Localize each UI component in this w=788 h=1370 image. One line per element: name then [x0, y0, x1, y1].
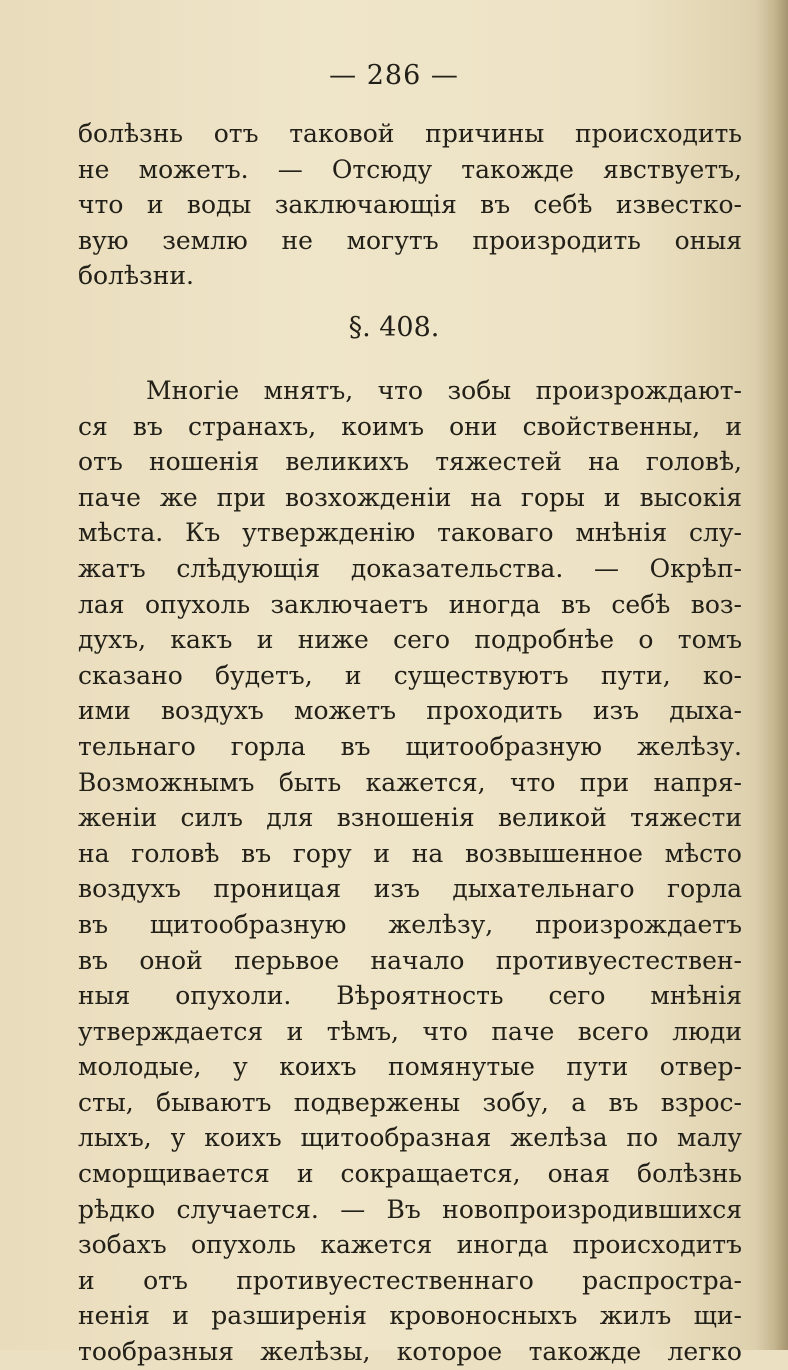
text-line: зобахъ опухоль кажется иногда происходитъ: [78, 1230, 742, 1260]
text-line: въ оной перьвое начало противуестествен-: [78, 945, 742, 975]
text-line: утверждается и тѣмъ, что паче всего люди: [78, 1016, 742, 1046]
text-line: и отъ противуестественнаго распростра-: [78, 1265, 742, 1295]
text-line: женіи силъ для взношенія великой тяжести: [78, 803, 742, 833]
text-line: Многіе мнятъ, что зобы произрождают-: [146, 376, 742, 405]
text-line: мѣста. Къ утвержденію таковаго мнѣнія слу-: [78, 518, 742, 548]
section-paragraph: [78, 373, 742, 1370]
text-line: что и воды заключающія въ себѣ известко-: [78, 190, 742, 220]
text-line: вую землю не могутъ произродить оныя: [78, 225, 742, 255]
page-number: — 286 —: [329, 60, 459, 91]
text-line: паче же при возхожденіи на горы и высокія: [78, 482, 742, 512]
text-line: на головѣ въ гору и на возвышенное мѣсто: [78, 838, 742, 868]
page-edge-shadow: [754, 0, 788, 1350]
text-line: сты, бываютъ подвержены зобу, а въ взрос-: [78, 1087, 742, 1117]
text-line: молодые, у коихъ помянутые пути отвер-: [78, 1052, 742, 1082]
text-line: Возможнымъ быть кажется, что при напря-: [78, 767, 742, 797]
text-line: сказано будетъ, и существуютъ пути, ко-: [78, 660, 742, 690]
text-line: духъ, какъ и ниже сего подробнѣе о томъ: [78, 625, 742, 655]
text-line: ненія и разширенія кровоносныхъ жилъ щи-: [78, 1301, 742, 1331]
text-line: отъ ношенія великихъ тяжестей на головѣ,: [78, 447, 742, 477]
text-line: воздухъ проницая изъ дыхательнаго горла: [78, 874, 742, 904]
text-line: лая опухоль заключаетъ иногда въ себѣ воз-: [78, 589, 742, 619]
text-line: ими воздухъ можетъ проходить изъ дыха-: [78, 696, 742, 726]
text-line: тообразныя желѣзы, которое такожде легко: [78, 1337, 742, 1367]
text-line: ныя опухоли. Вѣроятность сего мнѣнія: [78, 981, 742, 1011]
text-line: ся въ странахъ, коимъ они свойственны, и: [78, 411, 742, 441]
text-line: тельнаго горла въ щитообразную желѣзу.: [78, 731, 742, 761]
text-line: болѣзни.: [78, 261, 194, 291]
top-paragraph: [78, 116, 742, 294]
text-line: не можетъ. — Отсюду такожде явствуетъ,: [78, 154, 742, 184]
text-line: болѣзнь отъ таковой причины происходить: [78, 119, 742, 148]
text-line: рѣдко случается. — Въ новопроизродившихся: [78, 1194, 742, 1224]
text-line: сморщивается и сокращается, оная болѣзнь: [78, 1159, 742, 1189]
text-line: жатъ слѣдующія доказательства. — Окрѣп-: [78, 553, 742, 583]
text-line: въ щитообразную желѣзу, произрождаетъ: [78, 909, 742, 939]
text-line: лыхъ, у коихъ щитообразная желѣза по малу: [78, 1123, 742, 1153]
section-heading: §. 408.: [348, 312, 440, 343]
